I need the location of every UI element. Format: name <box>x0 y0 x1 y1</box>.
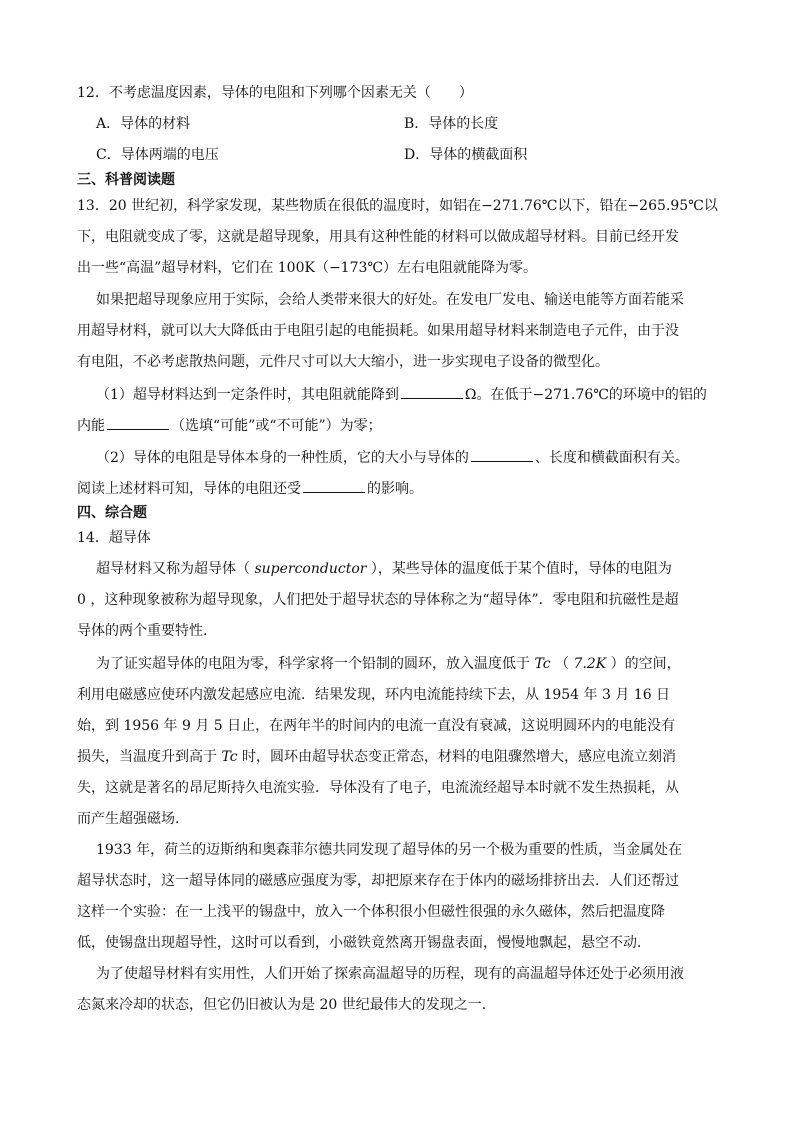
q14-term-superconductor: superconductor <box>254 561 367 577</box>
q14-title: 14．超导体 <box>77 530 151 546</box>
q13-sub2-text-d: 的影响。 <box>367 481 423 497</box>
q14-p4-line2: 态氮来冷却的状态，但它仍旧被认为是 20 世纪最伟大的发现之一． <box>77 997 496 1013</box>
q13-sub2-text-b: 、长度和横截面积有关。 <box>534 450 689 466</box>
q13-answer-blank-3[interactable] <box>471 447 533 462</box>
q13-sub1-line2 <box>77 415 382 436</box>
q12-stem: 12．不考虑温度因素，导体的电阻和下列哪个因素无关（ ） <box>77 85 473 101</box>
q13-sub2-line1 <box>96 447 689 468</box>
q12-option-c: C．导体两端的电压 <box>96 147 219 163</box>
q13-answer-blank-4[interactable] <box>303 478 365 493</box>
q14-p2-line6: 而产生超强磁场． <box>77 811 189 827</box>
section3-heading: 三、科普阅读题 <box>77 172 175 188</box>
q14-p1-text-b: ），某些导体的温度低于某个值时，导体的电阻为 <box>366 561 672 577</box>
q13-sub2-text-c: 阅读上述材料可知，导体的电阻还受 <box>77 481 301 497</box>
q13-sub2-line2 <box>77 478 423 499</box>
section4-heading: 四、综合题 <box>77 505 147 521</box>
q13-sub1-text-c: 内能 <box>77 418 105 434</box>
q14-p2-line4 <box>77 747 676 767</box>
q14-symbol-tc-2: Tc <box>221 749 238 765</box>
q13-sub2-text-a: （2）导体的电阻是导体本身的一种性质，它的大小与导体的 <box>96 450 469 466</box>
q14-symbol-tc: Tc <box>534 656 551 672</box>
q14-p2-line5: 失，这就是著名的昂尼斯持久电流实验．导体没有了电子，电流流经超导本时就不发生热损耗，从 <box>77 780 679 796</box>
q13-p1-line3: 出一些“高温”超导材料，它们在 100K（−173℃）左右电阻就能降为零。 <box>77 260 538 276</box>
q13-p1-line2: 下，电阻就变成了零，这就是超导现象，用具有这种性能的材料可以做成超导材料。目前已经开发 <box>77 229 679 245</box>
q12-option-b: B．导体的长度 <box>404 116 499 132</box>
q13-p2-line1: 如果把超导现象应用于实际，会给人类带来很大的好处。在发电厂发电、输送电能等方面若能采 <box>96 292 684 308</box>
q13-answer-blank-2[interactable] <box>107 415 169 430</box>
q14-p2-text-d: 损失，当温度升到高于 <box>77 749 222 765</box>
q13-sub1-text-b: Ω。在低于−271.76℃的环境中的铝的 <box>464 387 707 403</box>
q14-p1-line2: 0 ，这种现象被称为超导现象，人们把处于超导状态的导体称之为“超导体”．零电阻和抗磁性是超 <box>77 592 679 608</box>
q14-p2-text-a: 为了证实超导体的电阻为零，科学家将一个铅制的圆环，放入温度低于 <box>96 656 535 672</box>
q14-p3-line2: 超导状态时，这一超导体同的磁感应强度为零，却把原来存在于体内的磁场排挤出去．人们还帮过 <box>77 873 679 889</box>
q12-option-d: D．导体的横截面积 <box>404 147 528 163</box>
q13-sub1-line1 <box>96 384 707 405</box>
q13-p2-line2: 用超导材料，就可以大大降低由于电阻引起的电能损耗。如果用超导材料来制造电子元件，由于没 <box>77 323 679 339</box>
q14-temperature-value: 7.2K <box>573 656 607 672</box>
q13-p1-line1: 13．20 世纪初，科学家发现，某些物质在很低的温度时，如铝在−271.76℃以下，铅在−265.95℃以 <box>77 198 718 214</box>
q13-sub1-text-a: （1）超导材料达到一定条件时，其电阻就能降到 <box>96 387 399 403</box>
q14-p3-line4: 低，使锡盘出现超导性，这时可以看到，小磁铁竟然离开锡盘表面，慢慢地飘起，悬空不动． <box>77 935 651 951</box>
q14-p2-line2: 利用电磁感应使环内激发起感应电流．结果发现，环内电流能持续下去，从 1954 年 3 月 16 日 <box>77 687 671 703</box>
q14-p2-text-b: （ <box>550 656 574 672</box>
q14-p2-text-c: ）的空间， <box>606 656 681 672</box>
q14-p1-text-a: 超导材料又称为超导体（ <box>96 561 255 577</box>
q13-p2-line3: 有电阻，不必考虑散热问题，元件尺寸可以大大缩小，进一步实现电子设备的微型化。 <box>77 354 609 370</box>
q13-sub1-text-d: （选填“可能”或“不可能”）为零； <box>171 418 382 434</box>
q14-p3-line1: 1933 年，荷兰的迈斯纳和奥森菲尔德共同发现了超导体的另一个极为重要的性质，当金属处在 <box>96 842 683 858</box>
q12-option-a: A．导体的材料 <box>96 116 191 132</box>
q14-p1-line3: 导体的两个重要特性． <box>77 623 217 639</box>
q14-p4-line1: 为了使超导材料有实用性，人们开始了探索高温超导的历程，现有的高温超导体还处于必须用液 <box>96 966 684 982</box>
q14-p1-line1 <box>96 559 672 579</box>
q13-answer-blank-1[interactable] <box>401 384 463 399</box>
q14-p2-line1 <box>96 654 681 674</box>
q14-p2-line3: 始，到 1956 年 9 月 5 日止，在两年半的时间内的电流一直没有衰减，这说明圆环内的电能没有 <box>77 718 676 734</box>
q14-p2-text-e: 时，圆环由超导状态变正常态，材料的电阻骤然增大，感应电流立刻消 <box>237 749 676 765</box>
q14-p3-line3: 这样一个实验：在一上浅平的锡盘中，放入一个体积很小但磁性很强的永久磁体，然后把温度降 <box>77 904 665 920</box>
